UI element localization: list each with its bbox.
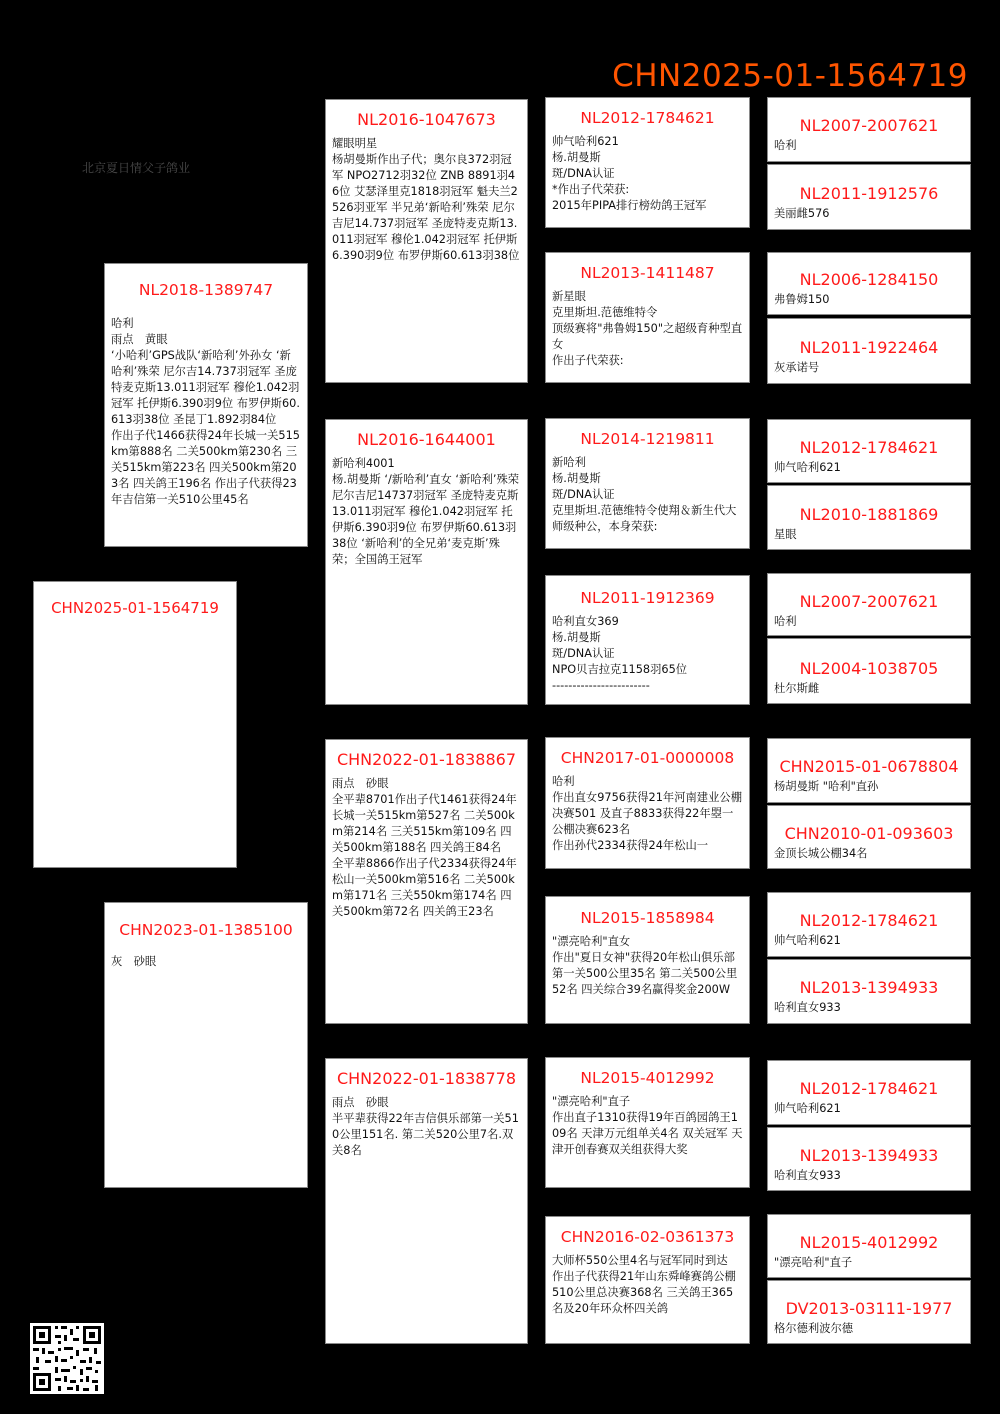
grandparent-ring-id: CHN2022-01-1838778 <box>336 1069 517 1088</box>
qr-code-graphic <box>30 1323 104 1394</box>
great-great-grandparent-card <box>767 485 971 550</box>
grandparent-ring-id: NL2016-1644001 <box>357 430 496 449</box>
dam-notes: 灰 砂眼 <box>111 955 157 968</box>
great-great-grandparent-notes: 帅气哈利621 <box>774 1102 841 1115</box>
grandparent-card <box>325 99 528 383</box>
great-grandparent-card <box>545 418 750 549</box>
great-great-grandparent-card <box>767 959 971 1024</box>
great-grandparent-ring-id: NL2013-1411487 <box>580 264 715 282</box>
great-great-grandparent-card <box>767 892 971 957</box>
grandparent-card <box>325 1058 528 1344</box>
great-great-grandparent-card <box>767 164 971 230</box>
great-grandparent-ring-id: CHN2017-01-0000008 <box>560 749 735 767</box>
great-grandparent-card <box>545 737 750 869</box>
great-grandparent-ring-id: NL2011-1912369 <box>580 589 715 607</box>
dam-ring-id: CHN2023-01-1385100 <box>119 921 293 939</box>
great-great-grandparent-card <box>767 1214 971 1278</box>
qr-code-icon <box>30 1323 104 1394</box>
subject-ring-id: CHN2025-01-1564719 <box>51 599 219 617</box>
great-great-grandparent-notes: 杜尔斯雌 <box>774 682 820 695</box>
great-great-grandparent-ring-id: NL2010-1881869 <box>799 505 939 524</box>
great-great-grandparent-card <box>767 1127 971 1191</box>
great-great-grandparent-notes: 帅气哈利621 <box>774 461 841 474</box>
great-grandparent-card <box>545 1216 750 1344</box>
great-grandparent-card <box>545 252 750 383</box>
great-grandparent-ring-id: NL2015-4012992 <box>580 1069 715 1087</box>
great-great-grandparent-card <box>767 1060 971 1125</box>
sire-notes: 哈利 雨点 黄眼 ‘小哈利’GPS战队‘新哈利’外孙女 ‘新哈利’殊荣 尼尔吉14.737羽冠军 圣庞特麦克斯13.011羽冠军 穆伦1.042羽冠军 托伊斯6.390羽9位 布罗伊斯60.613羽38位 圣昆丁1.892羽84位 作出子代1466获得24年长城一关515km第888名 二关500km第230名 三关515km第223名 四关500km第203名 四关鸽王196名 作出子代获得23年吉信第一关510公里45名 <box>111 317 300 506</box>
grandparent-card <box>325 419 528 705</box>
great-great-grandparent-notes: 灰承诺号 <box>774 361 820 374</box>
grandparent-ring-id: CHN2022-01-1838867 <box>336 750 517 769</box>
great-great-grandparent-ring-id: NL2011-1912576 <box>799 184 939 203</box>
great-great-grandparent-ring-id: NL2013-1394933 <box>799 978 939 997</box>
sire-ring-id: NL2018-1389747 <box>138 281 274 299</box>
great-great-grandparent-card <box>767 1280 971 1344</box>
grandparent-notes: 新哈利4001 杨.胡曼斯 ‘/新哈利’直女 ‘新哈利’殊荣尼尔吉尼14737羽冠军 圣庞特麦克斯13.011羽冠军 穆伦1.042羽冠军 托伊斯6.390羽9位 布罗伊斯60.613羽38位 ‘新哈利’的全兄弟‘麦克斯’殊荣；全国鸽王冠军 <box>332 457 520 566</box>
great-great-grandparent-card <box>767 97 971 162</box>
great-great-grandparent-card <box>767 738 971 803</box>
great-great-grandparent-ring-id: NL2007-2007621 <box>799 116 939 135</box>
great-great-grandparent-notes: 格尔德利波尔德 <box>774 1322 854 1335</box>
grandparent-notes: 雨点 砂眼 全平辈8701作出子代1461获得24年长城一关515km第527名 二关500km第214名 三关515km第109名 四关500km第188名 四关鸽王84名 全平辈8866作出子代2334获得24年松山一关500km第516名 二关500km第171名 三关550km第174名 四关500km第72名 四关鸽王23名 <box>332 777 517 918</box>
great-great-grandparent-ring-id: CHN2010-01-093603 <box>784 824 954 843</box>
great-grandparent-card <box>545 97 750 228</box>
great-great-grandparent-card <box>767 252 971 315</box>
great-grandparent-card <box>545 575 750 705</box>
great-great-grandparent-notes: 星眼 <box>774 528 797 541</box>
great-grandparent-notes: 大师杯550公里4名与冠军同时到达 作出子代获得21年山东舜峰赛鸽公棚510公里总决赛368名 三关鸽王365名及20年环众杯四关鸽 <box>552 1254 736 1315</box>
great-great-grandparent-ring-id: NL2007-2007621 <box>799 592 939 611</box>
great-great-grandparent-ring-id: DV2013-03111-1977 <box>785 1299 953 1318</box>
great-great-grandparent-ring-id: NL2011-1922464 <box>799 338 939 357</box>
sire-card <box>104 263 308 547</box>
grandparent-card <box>325 739 528 1024</box>
great-great-grandparent-card <box>767 318 971 384</box>
great-great-grandparent-notes: 哈利直女933 <box>774 1169 841 1182</box>
great-great-grandparent-card <box>767 638 971 704</box>
great-great-grandparent-notes: 金顶长城公棚34名 <box>774 847 868 860</box>
great-great-grandparent-notes: 哈利直女933 <box>774 1001 841 1014</box>
great-grandparent-notes: 新星眼 克里斯坦.范德维特令 顶级赛将"弗鲁姆150"之超级育种型直女 作出子代荣获: <box>552 290 743 367</box>
great-grandparent-notes: 新哈利 杨.胡曼斯 斑/DNA认证 克里斯坦.范德维特令使翔＆新生代大师级种公，本身荣获: <box>552 456 737 533</box>
great-grandparent-ring-id: NL2014-1219811 <box>580 430 715 448</box>
great-grandparent-card <box>545 896 750 1024</box>
great-great-grandparent-ring-id: NL2015-4012992 <box>799 1233 939 1252</box>
grandparent-notes: 耀眼明星 杨胡曼斯作出子代；奥尔良372羽冠军 NPO2712羽32位 ZNB 8891羽46位 艾瑟泽里克1818羽冠军 魁夫兰2526羽亚军 半兄弟‘新哈利’殊荣 尼尔吉尼14.737羽冠军 圣庞特麦克斯13.011羽冠军 穆伦1.042羽冠军 托伊斯6.390羽9位 布罗伊斯60.613羽38位 <box>332 137 520 262</box>
loft-name: 北京夏日情父子鸽业 <box>82 161 191 175</box>
great-grandparent-notes: 哈利 作出直女9756获得21年河南建业公棚决赛501 及直子8833获得22年曌一公棚决赛623名 作出孙代2334获得24年松山一 <box>552 775 742 852</box>
great-great-grandparent-notes: 哈利 <box>774 615 797 628</box>
pedigree-title-id: CHN2025-01-1564719 <box>612 58 968 94</box>
grandparent-ring-id: NL2016-1047673 <box>357 110 496 129</box>
great-great-grandparent-ring-id: NL2004-1038705 <box>799 659 939 678</box>
great-grandparent-ring-id: CHN2016-02-0361373 <box>560 1228 735 1246</box>
great-great-grandparent-notes: 美丽雌576 <box>774 207 830 220</box>
great-grandparent-ring-id: NL2015-1858984 <box>580 909 715 927</box>
great-grandparent-notes: 帅气哈利621 杨.胡曼斯 斑/DNA认证 *作出子代荣获: 2015年PIPA排行榜幼鸽王冠军 <box>552 135 707 212</box>
great-great-grandparent-notes: 杨胡曼斯 "哈利"直孙 <box>774 780 879 793</box>
great-great-grandparent-ring-id: NL2012-1784621 <box>799 911 939 930</box>
great-grandparent-ring-id: NL2012-1784621 <box>580 109 715 127</box>
dam-card <box>104 902 308 1188</box>
great-grandparent-notes: 哈利直女369 杨.胡曼斯 斑/DNA认证 NPO贝吉拉克1158羽65位 ------------------------ <box>552 615 688 692</box>
great-great-grandparent-ring-id: CHN2015-01-0678804 <box>779 757 959 776</box>
great-great-grandparent-card <box>767 419 971 483</box>
great-grandparent-notes: "漂亮哈利"直子 作出直子1310获得19年百鸽园鸽王109名 天津万元组单关4名 双关冠军 天津开创春赛双关组获得大奖 <box>552 1095 743 1156</box>
great-great-grandparent-card <box>767 573 971 636</box>
great-great-grandparent-card <box>767 805 971 869</box>
great-great-grandparent-notes: 帅气哈利621 <box>774 934 841 947</box>
great-great-grandparent-notes: 哈利 <box>774 139 797 152</box>
great-grandparent-notes: "漂亮哈利"直女 作出"夏日女神"获得20年松山俱乐部第一关500公里35名 第二关500公里52名 四关综合39名赢得奖金200W <box>552 935 738 996</box>
great-great-grandparent-notes: 弗鲁姆150 <box>774 293 830 306</box>
great-great-grandparent-ring-id: NL2013-1394933 <box>799 1146 939 1165</box>
great-great-grandparent-ring-id: NL2006-1284150 <box>799 270 939 289</box>
great-great-grandparent-ring-id: NL2012-1784621 <box>799 1079 939 1098</box>
great-great-grandparent-notes: "漂亮哈利"直子 <box>774 1256 853 1269</box>
great-great-grandparent-ring-id: NL2012-1784621 <box>799 438 939 457</box>
grandparent-notes: 雨点 砂眼 半平辈获得22年吉信俱乐部第一关510公里151名. 第二关520公里7名.双关8名 <box>332 1096 519 1157</box>
great-grandparent-card <box>545 1057 750 1188</box>
subject-card <box>33 581 237 868</box>
